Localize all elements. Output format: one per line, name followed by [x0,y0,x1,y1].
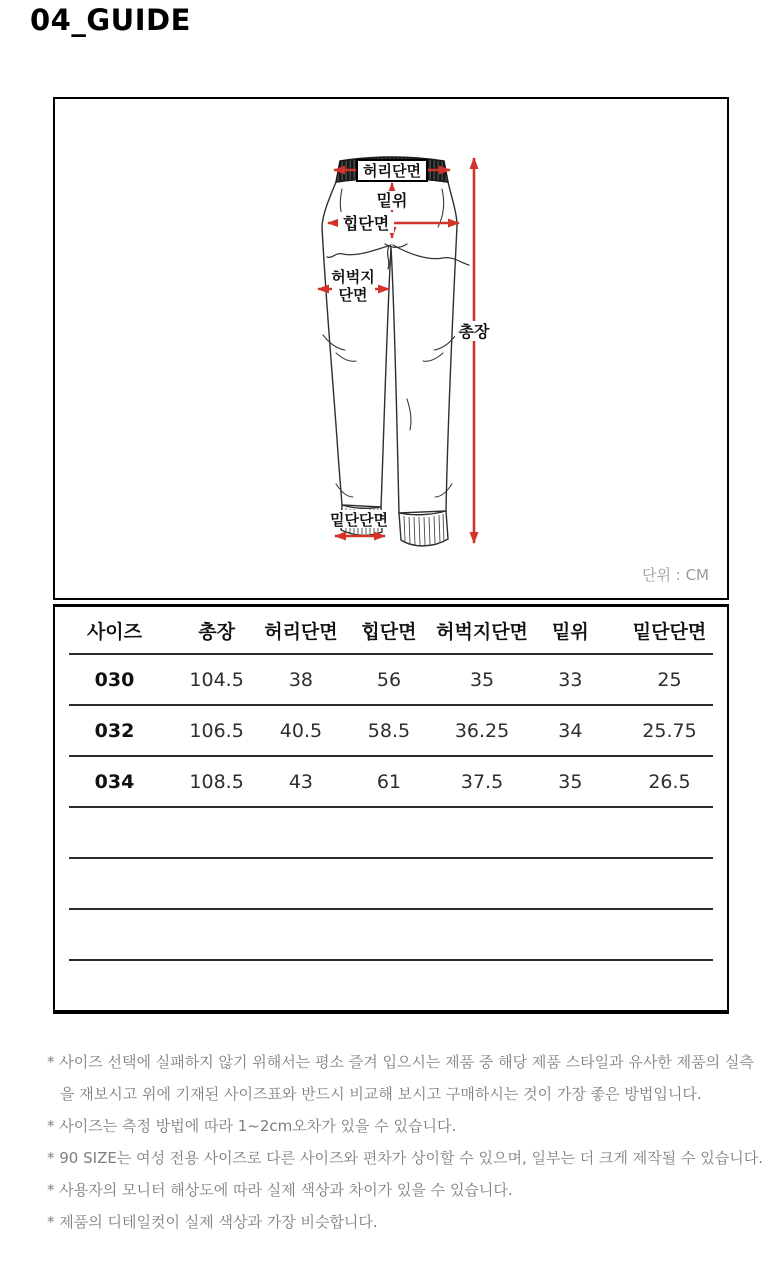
note-line: * 제품의 디테일컷이 실제 색상과 가장 비슷합니다. [47,1213,378,1231]
measurement-value: 25.75 [642,719,697,742]
unit-label: 단위 : CM [642,566,709,584]
measurement-value: 35 [558,770,583,793]
page-title: 04_GUIDE [30,3,191,37]
rise-label: 밑위 [376,191,408,210]
note-line: * 사용자의 모니터 해상도에 따라 실제 색상과 차이가 있을 수 있습니다. [47,1181,513,1199]
column-header-rise: 밑위 [552,620,589,643]
note-line: * 사이즈는 측정 방법에 따라 1~2cm오차가 있을 수 있습니다. [47,1117,457,1135]
column-header-size: 사이즈 [86,620,142,643]
table-row-empty [55,910,727,959]
waist-label: 허리단면 [363,162,421,180]
size-value: 032 [94,719,135,742]
column-header-waist: 허리단면 [264,620,338,643]
hip-label: 힙단면 [342,214,390,233]
total-length-label: 총장 [458,322,490,341]
measurement-value: 106.5 [189,719,244,742]
column-header-hip: 힙단면 [361,620,417,643]
note-line: * 사이즈 선택에 실패하지 않기 위해서는 평소 즐겨 입으시는 제품 중 해당 제품 스타일과 유사한 제품의 실측을 재보시고 위에 기재된 사이즈표와 반드시 비교해 보시고 구매하시는 것이 가장 좋은 방법입니다. [47,1053,754,1103]
measurement-value: 36.25 [454,719,510,742]
table-row [55,655,727,704]
column-header-hem: 밑단단면 [632,620,707,643]
pants-measurement-diagram [55,99,727,598]
measurement-value: 25 [657,668,682,691]
notes-section [47,1046,763,1238]
note-line: * 90 SIZE는 여성 전용 사이즈로 다른 사이즈와 편차가 상이할 수 있으며, 일부는 더 크게 제작될 수 있습니다. [47,1149,763,1167]
measurement-value: 61 [376,770,402,793]
table-row-empty [55,961,727,1010]
thigh-label-line1: 허벅지 [331,268,375,286]
measurement-value: 104.5 [189,668,244,691]
table-row-empty [55,859,727,908]
measurement-value: 38 [288,668,314,691]
measurement-value: 40.5 [279,719,323,742]
measurement-value: 26.5 [648,770,691,793]
measurement-value: 58.5 [367,719,411,742]
column-header-total-length: 총장 [198,620,235,643]
thigh-label-line2: 단면 [338,286,368,304]
measurement-value: 43 [288,770,314,793]
size-table-header [55,607,727,653]
table-row [55,757,727,806]
measurement-diagram-box [53,97,729,600]
pants-outline [322,178,457,546]
table-row [55,706,727,755]
measurement-value: 56 [376,668,402,691]
measurement-value: 35 [469,668,495,691]
size-value: 034 [94,770,135,793]
measurement-value: 37.5 [460,770,504,793]
size-value: 030 [94,668,135,691]
table-row-empty [55,808,727,857]
measurement-value: 34 [558,719,583,742]
measurement-value: 33 [558,668,583,691]
size-table [53,604,729,1014]
column-header-thigh: 허벅지단면 [436,620,528,643]
measurement-value: 108.5 [189,770,244,793]
hem-label: 밑단단면 [330,511,388,529]
